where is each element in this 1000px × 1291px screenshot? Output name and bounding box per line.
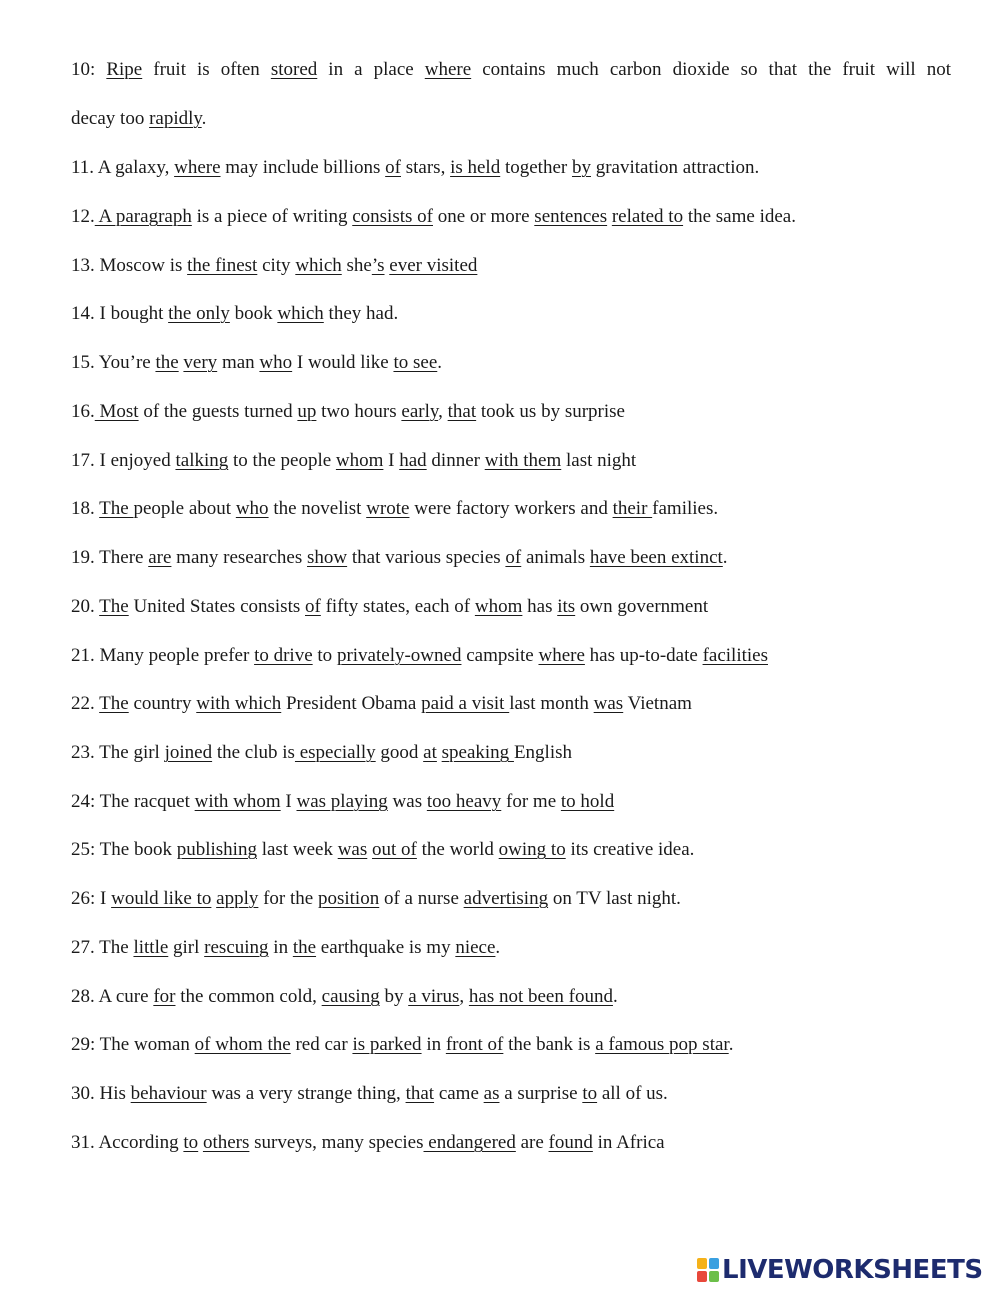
sentence-text: was	[387, 791, 427, 812]
underlined-phrase: whom	[335, 450, 384, 471]
sentence-text: I	[383, 450, 400, 471]
exercise-line	[71, 156, 951, 180]
underlined-phrase: especially	[294, 742, 376, 763]
underlined-phrase: that	[447, 401, 477, 422]
underlined-phrase: of	[505, 547, 522, 568]
underlined-phrase: by	[571, 157, 591, 178]
underlined-phrase: was playing	[296, 791, 388, 812]
sentence-text: ,	[459, 986, 469, 1007]
underlined-phrase: for	[153, 986, 176, 1007]
underlined-phrase: are	[148, 547, 172, 568]
underlined-phrase: others	[202, 1132, 250, 1153]
sentence-text: in Africa	[592, 1132, 665, 1153]
sentence-text: 10:	[71, 59, 107, 80]
exercise-line	[71, 838, 951, 862]
exercise-line	[71, 351, 951, 375]
sentence-text: surveys, many species	[249, 1132, 424, 1153]
underlined-phrase: Ripe	[106, 59, 143, 80]
sentence-text: girl	[168, 937, 205, 958]
sentence-text: were factory workers and	[409, 498, 613, 519]
underlined-phrase: who	[259, 352, 293, 373]
sentence-text: 27. The	[71, 937, 134, 958]
underlined-phrase: publishing	[176, 839, 257, 860]
sentence-text: country	[128, 693, 197, 714]
underlined-phrase: The	[99, 498, 134, 519]
sentence-text: 25: The book	[71, 839, 177, 860]
sentence-text: people about	[133, 498, 236, 519]
sentence-text: 28. A cure	[71, 986, 154, 1007]
underlined-phrase: position	[317, 888, 380, 909]
sentence-text: 16.	[71, 401, 95, 422]
underlined-phrase: where	[424, 59, 472, 80]
underlined-phrase: apply	[216, 888, 259, 909]
sentence-text: city	[257, 255, 296, 276]
sentence-text: red car	[290, 1034, 353, 1055]
sentence-text: the novelist	[268, 498, 367, 519]
underlined-phrase: little	[133, 937, 169, 958]
sentence-text: United States consists	[128, 596, 305, 617]
sentence-text: the world	[416, 839, 499, 860]
sentence-text: for the	[258, 888, 318, 909]
underlined-phrase: show	[307, 547, 348, 568]
underlined-phrase: causing	[321, 986, 380, 1007]
underlined-phrase: to drive	[254, 645, 313, 666]
underlined-phrase: is parked	[352, 1034, 422, 1055]
underlined-phrase: consists of	[352, 206, 433, 227]
sentence-text: 30. His	[71, 1083, 131, 1104]
underlined-phrase: stored	[270, 59, 318, 80]
liveworksheets-logo	[697, 1255, 983, 1285]
exercise-line	[71, 692, 951, 716]
sentence-text: fruit is often	[142, 59, 271, 80]
sentence-text: President Obama	[281, 693, 422, 714]
underlined-phrase: found	[548, 1132, 593, 1153]
underlined-phrase: owing to	[498, 839, 566, 860]
sentence-text: on TV last night.	[548, 888, 681, 909]
underlined-phrase: facilities	[702, 645, 768, 666]
exercise-line	[71, 449, 951, 473]
underlined-phrase: The	[99, 693, 129, 714]
underlined-phrase: speaking	[441, 742, 514, 763]
sentence-text: took us by surprise	[476, 401, 625, 422]
sentence-text: .	[201, 108, 207, 129]
underlined-phrase: as	[483, 1083, 500, 1104]
exercise-line	[71, 1033, 951, 1057]
logo-block-2	[709, 1258, 719, 1269]
exercise-line	[71, 1131, 951, 1155]
sentence-text: 11. A galaxy,	[71, 157, 175, 178]
sentence-text: 13. Moscow is	[71, 255, 188, 276]
underlined-phrase: had	[399, 450, 427, 471]
underlined-phrase: which	[277, 303, 324, 324]
exercise-line	[71, 741, 951, 765]
underlined-phrase: paid a visit	[421, 693, 510, 714]
sentence-text: she	[341, 255, 372, 276]
sentence-text: man	[217, 352, 260, 373]
underlined-phrase: the	[155, 352, 179, 373]
logo-block-3	[697, 1271, 707, 1282]
sentence-text: own government	[575, 596, 709, 617]
sentence-text: Vietnam	[623, 693, 692, 714]
exercise-line	[71, 205, 951, 229]
underlined-phrase: The	[99, 596, 129, 617]
exercise-line	[71, 887, 951, 911]
sentence-text: are	[515, 1132, 549, 1153]
underlined-phrase: to	[582, 1083, 598, 1104]
sentence-text: stars,	[401, 157, 451, 178]
exercise-line	[71, 107, 951, 131]
underlined-phrase: endangered	[423, 1132, 516, 1153]
underlined-phrase: too heavy	[426, 791, 502, 812]
underlined-phrase: a famous pop star	[595, 1034, 729, 1055]
sentence-text: ,	[438, 401, 448, 422]
sentence-text: 23. The girl	[71, 742, 165, 763]
underlined-phrase: privately-owned	[336, 645, 462, 666]
exercise-line	[71, 546, 951, 570]
sentence-text: of the guests turned	[138, 401, 298, 422]
sentence-text: I would like	[292, 352, 394, 373]
sentence-text: for me	[501, 791, 561, 812]
exercise-line	[71, 790, 951, 814]
exercise-line	[71, 644, 951, 668]
sentence-text: 21. Many people prefer	[71, 645, 255, 666]
underlined-phrase: the finest	[187, 255, 258, 276]
exercise-line	[71, 936, 951, 960]
sentence-text: 14. I bought	[71, 303, 169, 324]
underlined-phrase: early	[401, 401, 439, 422]
sentence-text: in	[421, 1034, 446, 1055]
sentence-text: many researches	[171, 547, 307, 568]
sentence-text: fifty states, each of	[320, 596, 475, 617]
sentence-text: the bank is	[503, 1034, 596, 1055]
exercise-line	[71, 985, 951, 1009]
sentence-text: last month	[509, 693, 594, 714]
sentence-text: .	[495, 937, 501, 958]
underlined-phrase: was	[337, 839, 368, 860]
underlined-phrase: have been extinct	[589, 547, 723, 568]
sentence-text: a surprise	[499, 1083, 583, 1104]
underlined-phrase: advertising	[463, 888, 549, 909]
sentence-text: to	[312, 645, 337, 666]
underlined-phrase: to	[183, 1132, 199, 1153]
sentence-text: may include billions	[220, 157, 386, 178]
underlined-phrase: is held	[450, 157, 501, 178]
exercise-line	[71, 58, 951, 82]
underlined-phrase: of whom the	[194, 1034, 291, 1055]
underlined-phrase: very	[183, 352, 218, 373]
logo-block-4	[709, 1271, 719, 1282]
underlined-phrase: that	[405, 1083, 435, 1104]
sentence-text: 12.	[71, 206, 95, 227]
underlined-phrase: front of	[445, 1034, 504, 1055]
exercise-line	[71, 497, 951, 521]
sentence-text: 29: The woman	[71, 1034, 195, 1055]
sentence-text: came	[434, 1083, 484, 1104]
underlined-phrase: would like to	[111, 888, 212, 909]
underlined-phrase: rescuing	[204, 937, 269, 958]
underlined-phrase: to see	[393, 352, 438, 373]
underlined-phrase: of	[385, 157, 401, 178]
underlined-phrase: with them	[484, 450, 562, 471]
sentence-text: contains much carbon dioxide so that the fruit will not	[471, 59, 951, 80]
underlined-phrase: behaviour	[130, 1083, 207, 1104]
logo-text: LIVEWORKSHEETS	[722, 1255, 983, 1285]
underlined-phrase: with which	[196, 693, 282, 714]
sentence-text: .	[612, 986, 618, 1007]
sentence-text: 15. You’re	[71, 352, 156, 373]
sentence-text: .	[728, 1034, 734, 1055]
sentence-text: has	[522, 596, 558, 617]
sentence-text: 26: I	[71, 888, 112, 909]
sentence-text: English	[513, 742, 572, 763]
exercise-line	[71, 254, 951, 278]
sentence-text: 19. There	[71, 547, 149, 568]
underlined-phrase: where	[538, 645, 585, 666]
underlined-phrase: related to	[611, 206, 684, 227]
sentence-text: earthquake is my	[316, 937, 456, 958]
sentence-text: .	[722, 547, 728, 568]
logo-blocks-icon	[697, 1258, 719, 1282]
sentence-text: last night	[561, 450, 637, 471]
underlined-phrase: the	[292, 937, 317, 958]
underlined-phrase: a virus	[408, 986, 460, 1007]
underlined-phrase: with whom	[194, 791, 281, 812]
sentence-text: in	[268, 937, 293, 958]
underlined-phrase: talking	[175, 450, 229, 471]
sentence-text: 31. According	[71, 1132, 184, 1153]
underlined-phrase: the only	[168, 303, 230, 324]
sentence-text: 17. I enjoyed	[71, 450, 176, 471]
underlined-phrase: rapidly	[149, 108, 202, 129]
sentence-text: one or more	[432, 206, 535, 227]
underlined-phrase: has not been found	[468, 986, 613, 1007]
sentence-text: they had.	[323, 303, 399, 324]
sentence-text: good	[375, 742, 424, 763]
underlined-phrase: at	[423, 742, 437, 763]
sentence-text: the same idea.	[683, 206, 796, 227]
sentence-text: by	[379, 986, 409, 1007]
underlined-phrase: niece	[455, 937, 496, 958]
sentence-text: book	[229, 303, 278, 324]
sentence-text: 20.	[71, 596, 100, 617]
underlined-phrase: ever visited	[389, 255, 478, 276]
sentence-text: the club is	[212, 742, 295, 763]
sentence-text: .	[437, 352, 443, 373]
sentence-text: animals	[521, 547, 590, 568]
sentence-text: to the people	[228, 450, 336, 471]
underlined-phrase: joined	[164, 742, 213, 763]
underlined-phrase: its	[557, 596, 576, 617]
sentence-text: has up-to-date	[584, 645, 703, 666]
underlined-phrase: ’s	[371, 255, 385, 276]
underlined-phrase: to hold	[560, 791, 615, 812]
sentence-text: gravitation attraction.	[590, 157, 760, 178]
underlined-phrase: wrote	[366, 498, 410, 519]
sentence-text: two hours	[316, 401, 402, 422]
underlined-phrase: where	[174, 157, 221, 178]
sentence-text: its creative idea.	[565, 839, 695, 860]
underlined-phrase: their	[612, 498, 653, 519]
exercise-line	[71, 1082, 951, 1106]
underlined-phrase: who	[235, 498, 269, 519]
sentence-text: dinner	[426, 450, 485, 471]
logo-block-1	[697, 1258, 707, 1269]
sentence-text: was a very strange thing,	[206, 1083, 406, 1104]
exercise-line	[71, 302, 951, 326]
sentence-text: 24: The racquet	[71, 791, 195, 812]
sentence-text: last week	[256, 839, 338, 860]
underlined-phrase: out of	[372, 839, 417, 860]
sentence-text: of a nurse	[379, 888, 464, 909]
underlined-phrase: Most	[94, 401, 139, 422]
underlined-phrase: was	[593, 693, 624, 714]
exercise-line	[71, 400, 951, 424]
underlined-phrase: whom	[474, 596, 523, 617]
underlined-phrase: up	[297, 401, 317, 422]
sentence-text: that various species	[347, 547, 506, 568]
sentence-text: is a piece of writing	[191, 206, 353, 227]
sentence-text: 22.	[71, 693, 100, 714]
sentence-text: all of us.	[597, 1083, 668, 1104]
sentence-text: I	[280, 791, 297, 812]
sentence-text: in a place	[317, 59, 425, 80]
sentence-text: families.	[652, 498, 719, 519]
sentence-text: the common cold,	[175, 986, 322, 1007]
exercise-line	[71, 595, 951, 619]
underlined-phrase: of	[305, 596, 321, 617]
sentence-text: campsite	[461, 645, 539, 666]
underlined-phrase: which	[295, 255, 342, 276]
underlined-phrase: A paragraph	[94, 206, 192, 227]
sentence-text: decay too	[71, 108, 150, 129]
underlined-phrase: sentences	[534, 206, 608, 227]
sentence-text: 18.	[71, 498, 100, 519]
sentence-text: together	[500, 157, 572, 178]
